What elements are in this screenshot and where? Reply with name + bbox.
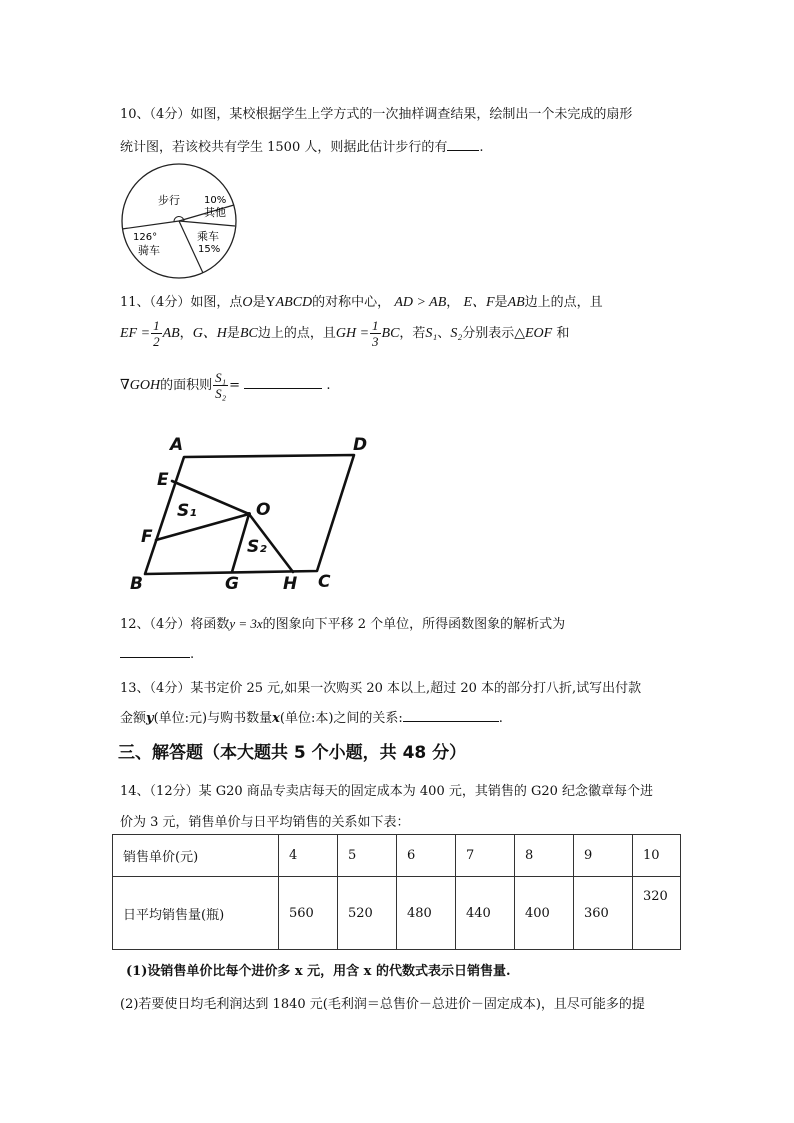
label-s1: S₁ (177, 501, 197, 521)
label-c: C (318, 572, 331, 592)
section-3-title: 三、解答题（本大题共 5 个小题，共 48 分） (118, 743, 467, 763)
q14-sub2: (2)若要使日均毛利润达到 1840 元(毛利润＝总售价－总进价－固定成本)，且尽可能多的提 (120, 997, 645, 1012)
table-cell: 8 (515, 835, 574, 877)
third-denominator: 3 (372, 334, 379, 349)
pie-chart (118, 160, 243, 285)
label-e: E (157, 470, 169, 490)
table-cell: 6 (397, 835, 456, 877)
q11-line2: EF = $\frac{1}{2}$ AB，G、H是BC边上的点，且GH = $\frac{1}{3}$ BC，若S₁、S₂分别表示△EOF 和 (120, 318, 570, 349)
label-g: G (225, 574, 239, 594)
q11-text-e: 是 (494, 295, 508, 310)
label-o: O (256, 500, 271, 520)
q11-text-b: 是 (252, 295, 266, 310)
table-cell: 7 (456, 835, 515, 877)
fraction-s1-s2 (213, 370, 228, 401)
q11-s2: S₂ (450, 326, 463, 341)
table-row (113, 835, 681, 877)
table-cell: 440 (456, 877, 515, 950)
half-numerator: 1 (153, 318, 160, 333)
q11-tri-goh: ∇GOH (120, 378, 161, 393)
pie-label-other: 其他 (204, 206, 226, 219)
fraction-one-third (370, 318, 381, 349)
table-cell: 520 (338, 877, 397, 950)
q13-var-x: x (272, 711, 280, 726)
q11-points-gh: G、H (192, 326, 227, 341)
q11-bc: BC (239, 326, 258, 341)
sales-table (112, 834, 681, 950)
q11-answer-blank (244, 376, 322, 389)
q11-text-m: 的面积则 (160, 378, 213, 393)
q13-line1: 13、（4分）某书定价 25 元,如果一次购买 20 本以上,超过 20 本的部分打八折,试写出付款 (120, 681, 642, 696)
q13-text-a: 金额 (120, 711, 147, 726)
table-cell: 400 (515, 877, 574, 950)
q11-s1: S₁ (425, 326, 438, 341)
q11-gh-eq: GH = (335, 326, 370, 341)
label-a: A (170, 435, 184, 455)
q12-end: . (190, 647, 195, 662)
ratio-denominator: S₂ (215, 386, 227, 401)
q11-ef-eq: EF = (120, 326, 151, 341)
q10-line2 (120, 136, 484, 155)
pie-label-other-pct: 10% (204, 195, 227, 206)
pie-divider-bike-walk (122, 221, 179, 229)
table-cell: 480 (397, 877, 456, 950)
table-cell: 9 (574, 835, 633, 877)
table-cell: 10 (633, 835, 681, 877)
label-d: D (353, 435, 368, 455)
q11-line1 (120, 291, 603, 311)
q11-tri-eof: △EOF (514, 326, 553, 341)
table-cell: 360 (574, 877, 633, 950)
label-b: B (130, 574, 143, 594)
table-header-sales: 日平均销售量(瓶) (113, 877, 279, 950)
q11-text-h: 是 (226, 326, 240, 341)
q10-line2-end: . (479, 140, 484, 155)
q12-line2 (120, 645, 194, 662)
q13-line2 (120, 707, 503, 726)
pie-divider-other-bus (179, 221, 235, 226)
q10-answer-blank (447, 138, 479, 151)
table-cell: 4 (279, 835, 338, 877)
triangle-eof (156, 481, 249, 540)
parallelogram-symbol: Y (265, 295, 276, 310)
q13-answer-blank (403, 709, 499, 722)
q14-sub1: (1)设销售单价比每个进价多 x 元，用含 x 的代数式表示日销售量. (126, 964, 511, 979)
q10-line1: 10、（4分）如图，某校根据学生上学方式的一次抽样调查结果，绘制出一个未完成的扇形 (120, 107, 633, 122)
pie-label-bus: 乘车 (197, 230, 219, 243)
label-f: F (141, 527, 153, 547)
parallelogram-figure (125, 428, 385, 598)
q11-text-a: 11、（4分）如图，点 (120, 295, 243, 310)
pie-label-bike: 骑车 (138, 244, 160, 257)
q11-ab-2: AB (162, 326, 180, 341)
q11-equals: = (229, 378, 241, 393)
q12-answer-blank (120, 645, 190, 658)
q11-bc-2: BC (381, 326, 400, 341)
table-row (113, 877, 681, 950)
label-h: H (283, 574, 298, 594)
q13-end: . (498, 711, 503, 726)
q12-line1 (120, 613, 565, 632)
q10-line2-text: 统计图，若该校共有学生 1500 人，则据此估计步行的有 (120, 140, 448, 155)
q11-text-d: ， (446, 295, 460, 310)
q13-text-b: (单位:元)与购书数量 (153, 711, 273, 726)
label-s2: S₂ (247, 537, 267, 557)
q11-abcd: ABCD (275, 295, 313, 310)
pie-label-bus-pct: 15% (198, 244, 221, 255)
table-cell: 320 (633, 877, 681, 950)
q11-line3 (120, 370, 330, 401)
q11-text-i: 边上的点，且 (257, 326, 336, 341)
q12-function: y = 3x (229, 616, 263, 631)
table-header-price: 销售单价(元) (113, 835, 279, 877)
q11-text-c: 的对称中心， (312, 295, 391, 310)
q11-text-l: 和 (556, 326, 570, 341)
q13-text-c: (单位:本)之间的关系: (279, 711, 403, 726)
q11-point-o: O (242, 295, 253, 310)
q11-end: . (326, 378, 331, 393)
q11-text-j: ，若 (399, 326, 426, 341)
pie-label-bike-angle: 126° (133, 232, 158, 243)
third-numerator: 1 (372, 318, 379, 333)
q11-text-g: ， (179, 326, 193, 341)
pie-label-walk: 步行 (158, 194, 180, 207)
q12-text-a: 12、（4分）将函数 (120, 617, 230, 632)
q12-text-b: 的图象向下平移 2 个单位，所得函数图象的解析式为 (262, 617, 566, 632)
half-denominator: 2 (153, 334, 160, 349)
q14-line2: 价为 3 元，销售单价与日平均销售的关系如下表： (120, 815, 410, 830)
q11-ab: AB (507, 295, 525, 310)
point-o-dot (247, 512, 251, 516)
fraction-one-half (151, 318, 162, 349)
q11-inequality: AD > AB (394, 295, 447, 310)
ratio-numerator: S₁ (215, 370, 227, 385)
q11-text-f: 边上的点，且 (524, 295, 603, 310)
q11-text-k: 分别表示 (462, 326, 515, 341)
q11-points-ef: E、F (463, 295, 495, 310)
table-cell: 560 (279, 877, 338, 950)
q13-var-y: y (146, 711, 154, 726)
q14-line1: 14、（12分）某 G20 商品专卖店每天的固定成本为 400 元，其销售的 G20 纪念徽章每个进 (120, 784, 654, 799)
table-cell: 5 (338, 835, 397, 877)
